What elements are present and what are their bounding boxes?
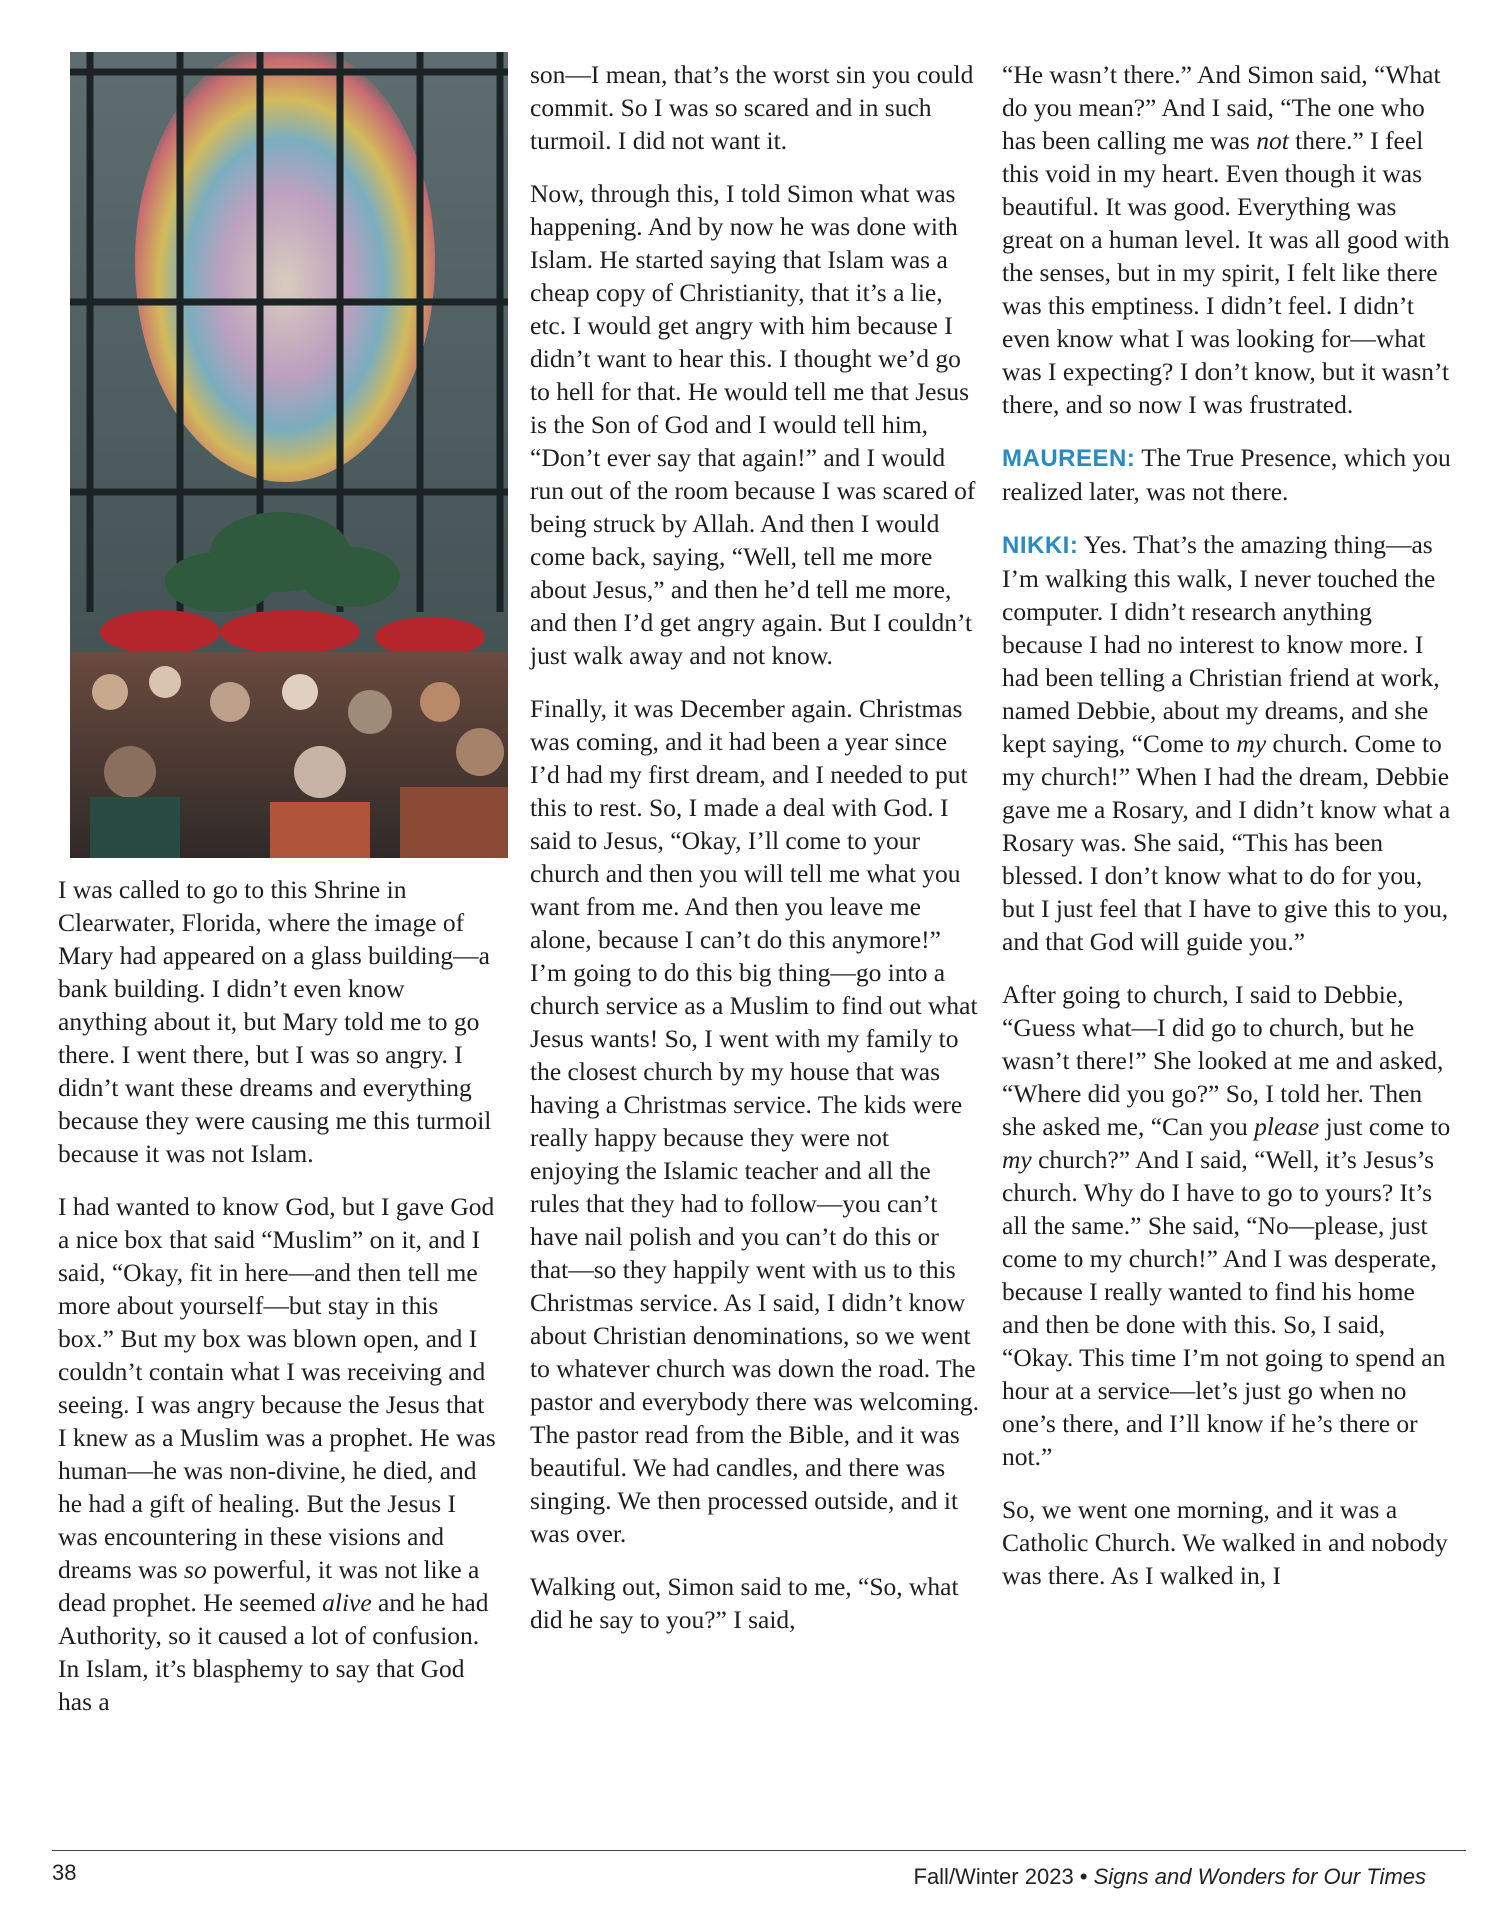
column-1 (58, 873, 498, 1738)
text-run: just come to (1319, 1112, 1451, 1141)
page-number: 38 (52, 1860, 77, 1885)
speaker-label-maureen: MAUREEN: (1002, 445, 1136, 472)
column-3 (1002, 58, 1452, 1612)
paragraph: So, we went one morning, and it was a Catholic Church. We walked in and nobody was there. As I walked in, I (1002, 1495, 1448, 1590)
shrine-illustration (70, 52, 508, 858)
text-run: Yes. That’s the amazing thing—as I’m walking this walk, I never touched the computer. I didn’t research anything because I had no interest to know more. I had been telling a Christian friend at work, named Debbie, about my dreams, and she kept saying, “Come to (1002, 530, 1440, 758)
paragraph (1002, 441, 1452, 508)
emphasis: my (1002, 1145, 1032, 1174)
paragraph (1002, 528, 1452, 958)
column-2 (530, 58, 980, 1656)
footer-separator: • (1073, 1864, 1094, 1889)
emphasis: please (1254, 1112, 1320, 1141)
footer-divider (52, 1850, 1466, 1851)
poinsettias (100, 610, 485, 657)
text-run: After going to church, I said to Debbie, “Guess what—I did go to church, but he wasn’t there!” She looked at me and asked, “Where did you go?” So, I told her. Then she asked me, “Can you (1002, 980, 1444, 1141)
emphasis: so (184, 1555, 207, 1584)
text-run: church. Come to my church!” When I had the dream, Debbie gave me a Rosary, and I didn’t know what a Rosary was. She said, “This has been blessed. I don’t know what to do for you, but I just feel that I have to give this to you, and that God will guide you.” (1002, 729, 1451, 956)
paragraph: Now, through this, I told Simon what was happening. And by now he was done with Islam. He started saying that Islam was a cheap copy of Christianity, that it’s a lie, etc. I would get angry with him because I didn’t want to hear this. I thought we’d go to hell for that. He would tell me that Jesus is the Son of God and I would tell him, “Don’t ever say that again!” and I would run out of the room because I was scared of being struck by Allah. And then I would come back, saying, “Well, tell me more about Jesus,” and then he’d tell me more, and then I’d get angry again. But I couldn’t just walk away and not know. (530, 179, 976, 670)
paragraph: son—I mean, that’s the worst sin you could commit. So I was so scared and in such turmoil. I did not want it. (530, 60, 974, 155)
text-run: there.” I feel this void in my heart. Even though it was beautiful. It was good. Everything was great on a human level. It was all good with the senses, but in my spirit, I felt like there was this emptiness. I didn’t feel. I didn’t even know what I was looking for—what was I expecting? I don’t know, but it wasn’t there, and so now I was frustrated. (1002, 126, 1450, 419)
paragraph: Finally, it was December again. Christmas was coming, and it had been a year since I’d had my first dream, and I needed to put this to rest. So, I made a deal with God. I said to Jesus, “Okay, I’ll come to your church and then you will tell me what you want from me. And then you leave me alone, because I can’t do this anymore!” I’m going to do this big thing—go into a church service as a Muslim to find out what Jesus wants! So, I went with my family to the closest church by my house that was having a Christmas service. The kids were really happy because they were not enjoying the Islamic teacher and all the rules that they had to follow—you can’t have nail polish and you can’t do this or that—so they happily went with us to this Christmas service. As I said, I didn’t know about Christian denominations, so we went to whatever church was down the road. The pastor and everybody there was welcoming. The pastor read from the Bible, and it was beautiful. We had candles, and there was singing. We then processed outside, and it was over. (530, 694, 979, 1548)
emphasis: not (1256, 126, 1289, 155)
magazine-title: Signs and Wonders for Our Times (1093, 1864, 1426, 1889)
text-run: powerful, it was not like a dead prophet. He seemed (58, 1555, 480, 1617)
text-run: church?” And I said, “Well, it’s Jesus’s church. Why do I have to go to yours? It’s all the same.” She said, “No—please, just come to my church!” And I was desperate, because I really wanted to find his home and then be done with this. So, I said, “Okay. This time I’m not going to spend an hour at a service—let’s just go when no one’s there, and I’ll know if he’s there or not.” (1002, 1145, 1446, 1471)
paragraph (1002, 978, 1452, 1473)
emphasis: alive (322, 1588, 372, 1617)
issue-label: Fall/Winter 2023 (913, 1864, 1074, 1889)
text-run: “He wasn’t there.” And Simon said, “What do you mean?” And I said, “The one who has been calling me was (1002, 60, 1441, 155)
text-run: I had wanted to know God, but I gave God a nice box that said “Muslim” on it, and I said, “Okay, fit in here—and then tell me more about yourself—but stay in this box.” But my box was blown open, and I couldn’t contain what I was receiving and seeing. I was angry because the Jesus that I knew as a Muslim was a prophet. He was human—he was non-divine, he died, and he had a gift of healing. But the Jesus I was encountering in these visions and dreams was (58, 1192, 496, 1584)
paragraph (1002, 58, 1452, 421)
paragraph: I was called to go to this Shrine in Clearwater, Florida, where the image of Mary had appeared on a glass building—a bank building. I didn’t even know anything about it, but Mary told me to go there. I went there, but I was so angry. I didn’t want these dreams and everything because they were causing me this turmoil because it was not Islam. (58, 875, 492, 1168)
text-run: The True Presence, which you realized later, was not there. (1002, 443, 1451, 506)
paragraph (58, 1190, 498, 1718)
paragraph: Walking out, Simon said to me, “So, what did he say to you?” I said, (530, 1572, 959, 1634)
text-run: and he had Authority, so it caused a lot of confusion. In Islam, it’s blasphemy to say that God has a (58, 1588, 489, 1716)
emphasis: my (1236, 729, 1267, 758)
shrine-photo (70, 52, 508, 858)
footer-publication (914, 1864, 1427, 1890)
speaker-label-nikki: NIKKI: (1002, 532, 1079, 559)
